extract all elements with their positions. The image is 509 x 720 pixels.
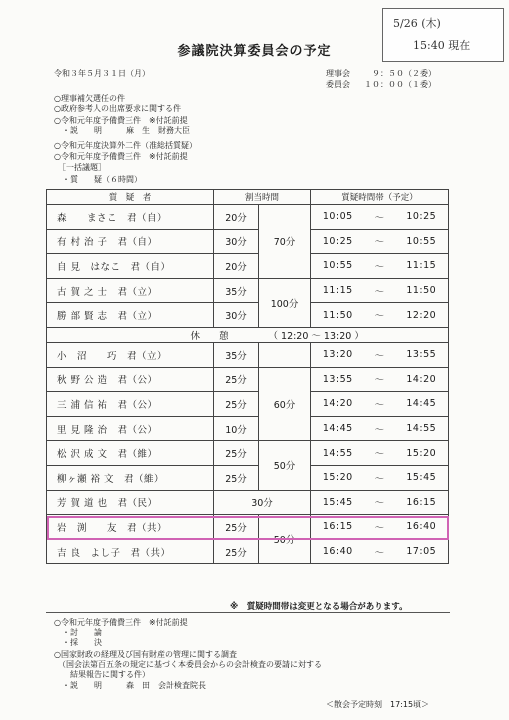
questioner-name: 吉 良 よし子 君（共）	[47, 539, 214, 564]
allocated-time: 25分	[214, 539, 259, 564]
start-time: 13:55	[311, 367, 365, 392]
agenda-item: ○令和元年度予備費三件 ※付託前提	[54, 116, 188, 125]
header-time-slot: 質疑時間帯（予定）	[311, 190, 449, 205]
time-separator: 〜	[365, 441, 395, 466]
agenda-item: ○令和元年度決算外二件（准総括質疑）	[54, 141, 197, 150]
group-total: 100分	[259, 278, 311, 327]
allocated-time: 30分	[214, 229, 259, 254]
questioner-name: 里 見 隆 治 君（公）	[47, 416, 214, 441]
questioner-name: 岩 渕 友 君（共）	[47, 515, 214, 540]
end-time: 16:40	[395, 515, 449, 540]
agenda-item: ○理事補欠選任の件	[54, 94, 125, 103]
end-time: 15:20	[395, 441, 449, 466]
start-time: 14:45	[311, 416, 365, 441]
break-label: 休 憩	[47, 327, 259, 342]
end-time: 15:45	[395, 465, 449, 490]
divider	[46, 612, 450, 613]
table-row	[47, 254, 449, 279]
break-row	[47, 327, 449, 342]
agenda-item: ・討 論	[54, 628, 102, 637]
agenda-item: ○国家財政の経理及び国有財産の管理に関する調査	[54, 650, 237, 659]
time-separator: 〜	[365, 515, 395, 540]
group-total: 50分	[259, 515, 311, 564]
allocated-time: 30分	[214, 303, 259, 328]
agenda-item: 結果報告に関する件）	[54, 670, 150, 679]
questioning-schedule-table	[46, 189, 449, 564]
adjourn-time: ＜散会予定時刻 17:15頃＞	[326, 700, 430, 709]
start-time: 10:25	[311, 229, 365, 254]
meeting-time-1: １０：００（１委）	[364, 80, 436, 89]
table-row	[47, 539, 449, 564]
allocated-time: 25分	[214, 515, 259, 540]
meeting-label-1: 委員会	[326, 80, 350, 89]
end-time: 17:05	[395, 539, 449, 564]
time-separator: 〜	[365, 303, 395, 328]
questioner-name: 森 まさこ 君（自）	[47, 205, 214, 230]
agenda-item: ○令和元年度予備費三件 ※付託前提	[54, 618, 188, 627]
allocated-time: 25分	[214, 392, 259, 417]
start-time: 16:40	[311, 539, 365, 564]
start-time: 11:15	[311, 278, 365, 303]
agenda-item: ・採 決	[54, 638, 102, 647]
table-row	[47, 205, 449, 230]
start-time: 15:45	[311, 490, 365, 515]
questioner-name: 勝 部 賢 志 君（立）	[47, 303, 214, 328]
time-separator: 〜	[365, 278, 395, 303]
questioner-name: 柳ヶ瀬 裕 文 君（維）	[47, 465, 214, 490]
table-row	[47, 342, 449, 367]
questioner-name: 有 村 治 子 君（自）	[47, 229, 214, 254]
time-separator: 〜	[365, 229, 395, 254]
end-time: 11:50	[395, 278, 449, 303]
table-row	[47, 229, 449, 254]
time-separator: 〜	[365, 539, 395, 564]
start-time: 14:55	[311, 441, 365, 466]
end-time: 10:55	[395, 229, 449, 254]
start-time: 10:05	[311, 205, 365, 230]
table-row	[47, 465, 449, 490]
start-time: 16:15	[311, 515, 365, 540]
agenda-item: ・説 明 麻 生 財務大臣	[54, 126, 190, 135]
end-time: 16:15	[395, 490, 449, 515]
group-total: 70分	[259, 205, 311, 279]
stamp-date: 5/26 (木)	[393, 17, 441, 30]
allocated-time: 20分	[214, 254, 259, 279]
time-separator: 〜	[365, 416, 395, 441]
end-time: 13:55	[395, 342, 449, 367]
table-row	[47, 416, 449, 441]
stamp-time: 15:40 現在	[413, 39, 471, 52]
group-total: 60分	[259, 367, 311, 441]
meeting-label-0: 理事会	[326, 69, 350, 78]
end-time: 11:15	[395, 254, 449, 279]
table-row	[47, 490, 449, 515]
meeting-time-0: ９：５０（２委）	[372, 69, 436, 78]
questioner-name: 芳 賀 道 也 君（民）	[47, 490, 214, 515]
allocated-time: 20分	[214, 205, 259, 230]
allocated-time: 25分	[214, 367, 259, 392]
end-time: 14:45	[395, 392, 449, 417]
agenda-item: ○政府参考人の出席要求に関する件	[54, 104, 181, 113]
header-allocated-time: 割当時間	[214, 190, 311, 205]
allocated-time: 10分	[214, 416, 259, 441]
table-row	[47, 278, 449, 303]
schedule-change-note: ※ 質疑時間帯は変更となる場合があります。	[230, 602, 408, 612]
end-time: 12:20	[395, 303, 449, 328]
time-separator: 〜	[365, 205, 395, 230]
questioner-name: 小 沼 巧 君（立）	[47, 342, 214, 367]
allocated-time: 25分	[214, 441, 259, 466]
document-date: 令和３年５月３１日（月）	[54, 69, 150, 78]
time-separator: 〜	[365, 490, 395, 515]
questioner-name: 三 浦 信 祐 君（公）	[47, 392, 214, 417]
start-time: 10:55	[311, 254, 365, 279]
table-row	[47, 303, 449, 328]
group-total: 50分	[259, 441, 311, 490]
table-row	[47, 441, 449, 466]
agenda-item: ・説 明 森 田 会計検査院長	[54, 681, 206, 690]
end-time: 14:20	[395, 367, 449, 392]
table-row	[47, 515, 449, 540]
end-time: 14:55	[395, 416, 449, 441]
questioner-name: 古 賀 之 士 君（立）	[47, 278, 214, 303]
allocated-time: 30分	[214, 490, 311, 515]
questioner-name: 自 見 はなこ 君（自）	[47, 254, 214, 279]
start-time: 13:20	[311, 342, 365, 367]
agenda-item: ［一括議題］	[54, 163, 106, 172]
agenda-item: ○令和元年度予備費三件 ※付託前提	[54, 152, 188, 161]
start-time: 15:20	[311, 465, 365, 490]
time-separator: 〜	[365, 392, 395, 417]
time-separator: 〜	[365, 465, 395, 490]
header-questioner: 質 疑 者	[47, 190, 214, 205]
break-time: （ 12:20 〜 13:20 ）	[259, 327, 449, 342]
table-header-row	[47, 190, 449, 205]
end-time: 10:25	[395, 205, 449, 230]
agenda-item: （国会法第百五条の規定に基づく本委員会からの会計検査の要請に対する	[54, 660, 322, 669]
questioner-name: 松 沢 成 文 君（維）	[47, 441, 214, 466]
allocated-time: 35分	[214, 278, 259, 303]
page-title: 参議院決算委員会の予定	[177, 44, 332, 59]
table-row	[47, 367, 449, 392]
time-separator: 〜	[365, 342, 395, 367]
start-time: 14:20	[311, 392, 365, 417]
table-row	[47, 392, 449, 417]
group-empty	[259, 342, 311, 367]
time-separator: 〜	[365, 367, 395, 392]
allocated-time: 25分	[214, 465, 259, 490]
questioner-name: 秋 野 公 造 君（公）	[47, 367, 214, 392]
allocated-time: 35分	[214, 342, 259, 367]
time-separator: 〜	[365, 254, 395, 279]
start-time: 11:50	[311, 303, 365, 328]
agenda-item: ・質 疑（６時間）	[54, 175, 142, 184]
